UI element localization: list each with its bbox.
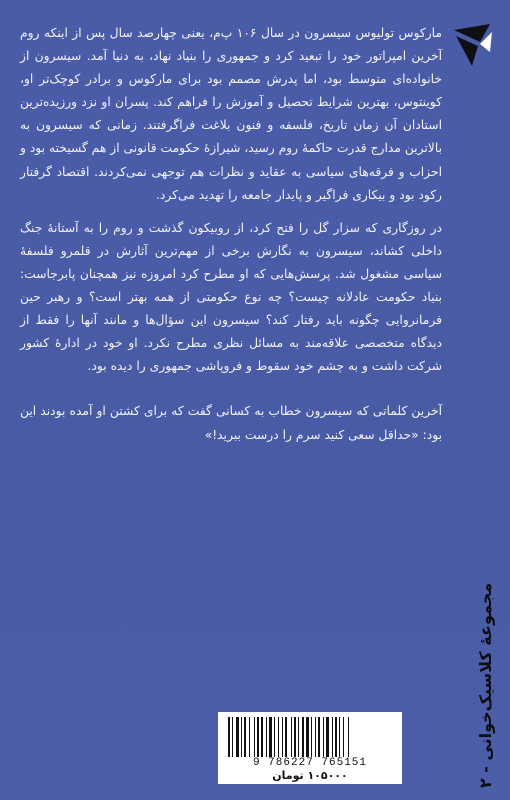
price-label: ۱۰۵۰۰۰ تومان — [272, 769, 348, 782]
series-label — [468, 580, 504, 790]
publisher-logo-icon — [450, 22, 494, 70]
paragraph-caesar: در روزگاری که سزار گل را فتح کرد، از روبیکون گذشت و روم را به آستانهٔ جنگ داخلی کشاند، سیسرون به نگارش برخی از مهم‌ترین آثارش در قلمرو فلسفهٔ سیاسی مشغول شد. پرسش‌هایی که او مطرح کرد امروزه نیز همچنان پابرجاست: بنیاد حکومت عادلانه چیست؟ چه نوع حکومتی از همه بهتر است؟ و رهبر حین فرمانروایی چگونه باید رفتار کند؟ سیسرون این سؤال‌ها و مانند آنها را فقط از دیدگاه متخصصی علاقه‌مند به مسائل نظری مطرح نکرد. او خود در ادارهٔ کشور شرکت داشت و به چشم خود سقوط و فروپاشی جمهوری را دیده بود. — [20, 220, 442, 374]
paragraph-intro: مارکوس تولیوس سیسرون در سال ۱۰۶ پ‌م، یعنی چهارصد سال پس از اینکه روم آخرین امپراتور خود را تبعید کرد و جمهوری را بنیاد نهاد، به دنیا آمد. سیسرون از خانواده‌ای متوسط بود، اما پدرش مصمم بود برای مارکوس و برادر کوچک‌تر او، کوینتوس، بهترین شرایط تحصیل و آموزش را فراهم کند. پسران او نزد ورزیده‌ترین استادان آن زمان تاریخ، فلسفه و فنون بلاغت فراگرفتند. زمانی که سیسرون به بالاترین مدارج قدرت حاکمهٔ روم رسید، شیرازهٔ حکومت قانونی از هم گسیخته بود و احزاب و فرقه‌های سیاسی به عقاید و نظرات هم توجهی نمی‌کردند. اقتصاد گرفتار رکود بود و بیکاری فراگیر و پایدار جامعه را تهدید می‌کرد. — [19, 26, 442, 202]
barcode-icon — [226, 717, 394, 757]
paragraph-last-words: آخرین کلماتی که سیسرون خطاب به کسانی گفت که برای کشتن او آمده بودند این بود: «حداقل سعی کنید سرم را درست ببرید!» — [20, 404, 442, 442]
barcode-panel — [218, 712, 402, 784]
isbn-number: 9 786227 765151 — [252, 757, 368, 769]
series-title: مجموعهٔ کلاسیک‌خوانی - ۲ — [476, 582, 496, 788]
blurb-text — [20, 22, 442, 447]
